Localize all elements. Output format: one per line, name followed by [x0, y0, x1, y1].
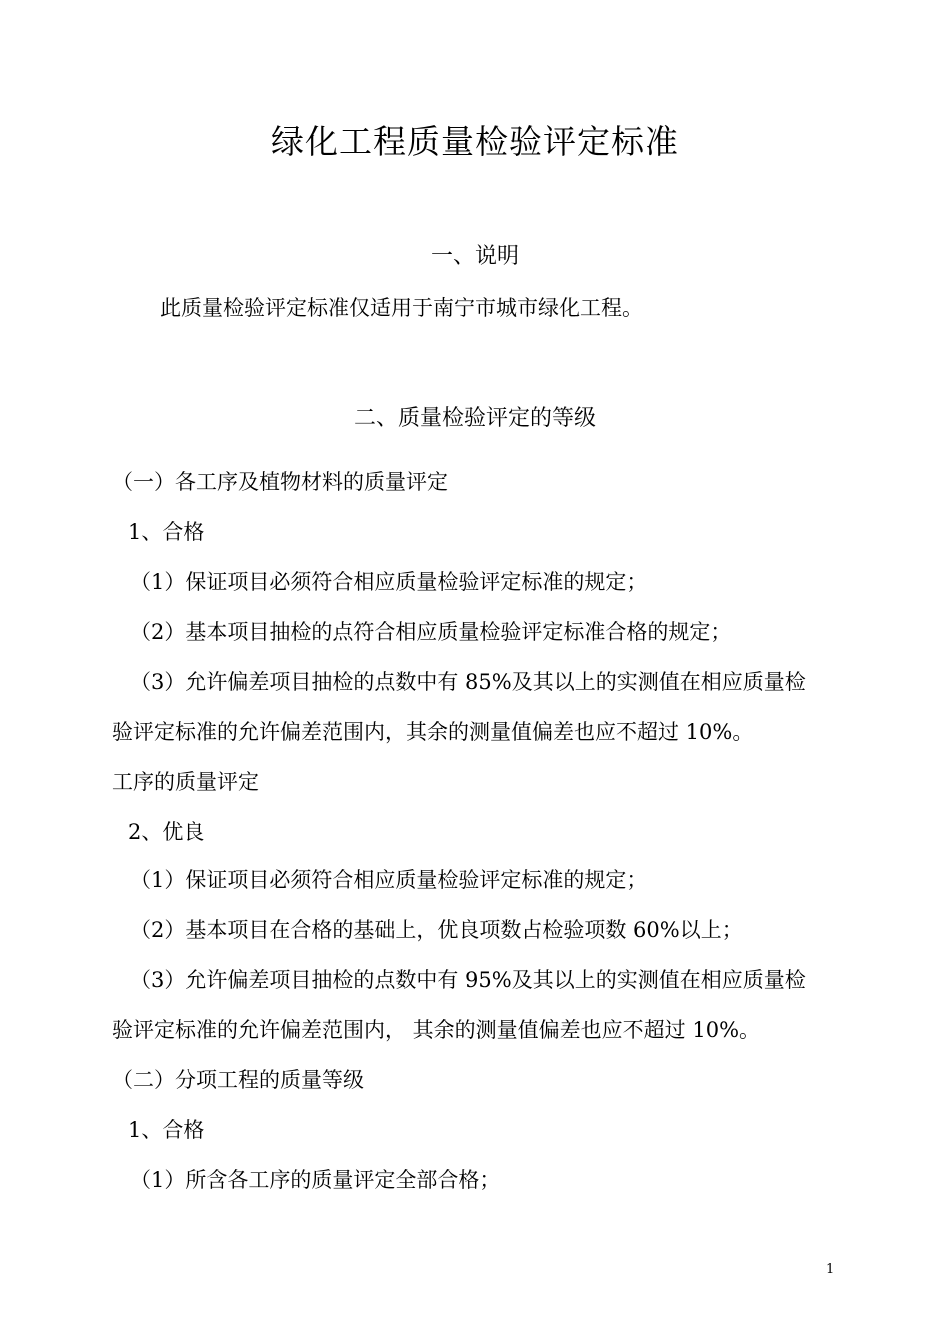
pass-item-3: （3）允许偏差项目抽检的点数中有 85%及其以上的实测值在相应质量检	[130, 670, 806, 694]
pass-item-1: （1）保证项目必须符合相应质量检验评定标准的规定；	[130, 570, 648, 594]
section-heading-explanation: 一、说明	[430, 244, 519, 269]
subsection-heading-process: （一）各工序及植物材料的质量评定	[112, 470, 448, 494]
sub-project-grade-label-pass: 1、合格	[128, 1118, 205, 1142]
page-number: 1	[826, 1262, 835, 1277]
subsection-heading-sub-project: （二）分项工程的质量等级	[112, 1068, 364, 1092]
pass-item-3-continuation: 验评定标准的允许偏差范围内，其余的测量值偏差也应不超过 10%。	[112, 720, 754, 744]
grade-label-excellent: 2、优良	[128, 820, 205, 844]
document-title: 绿化工程质量检验评定标准	[271, 122, 679, 161]
excellent-item-3-continuation: 验评定标准的允许偏差范围内， 其余的测量值偏差也应不超过 10%。	[112, 1018, 761, 1042]
process-quality-note: 工序的质量评定	[112, 770, 259, 794]
excellent-item-1: （1）保证项目必须符合相应质量检验评定标准的规定；	[130, 868, 648, 892]
section-heading-grades: 二、质量检验评定的等级	[353, 406, 596, 431]
excellent-item-3: （3）允许偏差项目抽检的点数中有 95%及其以上的实测值在相应质量检	[130, 968, 806, 992]
sub-project-pass-item-1: （1）所含各工序的质量评定全部合格；	[130, 1168, 501, 1192]
explanation-paragraph: 此质量检验评定标准仅适用于南宁市城市绿化工程。	[160, 296, 643, 320]
pass-item-2: （2）基本项目抽检的点符合相应质量检验评定标准合格的规定；	[130, 620, 732, 644]
excellent-item-2: （2）基本项目在合格的基础上，优良项数占检验项数 60%以上；	[130, 918, 743, 942]
grade-label-pass: 1、合格	[128, 520, 205, 544]
